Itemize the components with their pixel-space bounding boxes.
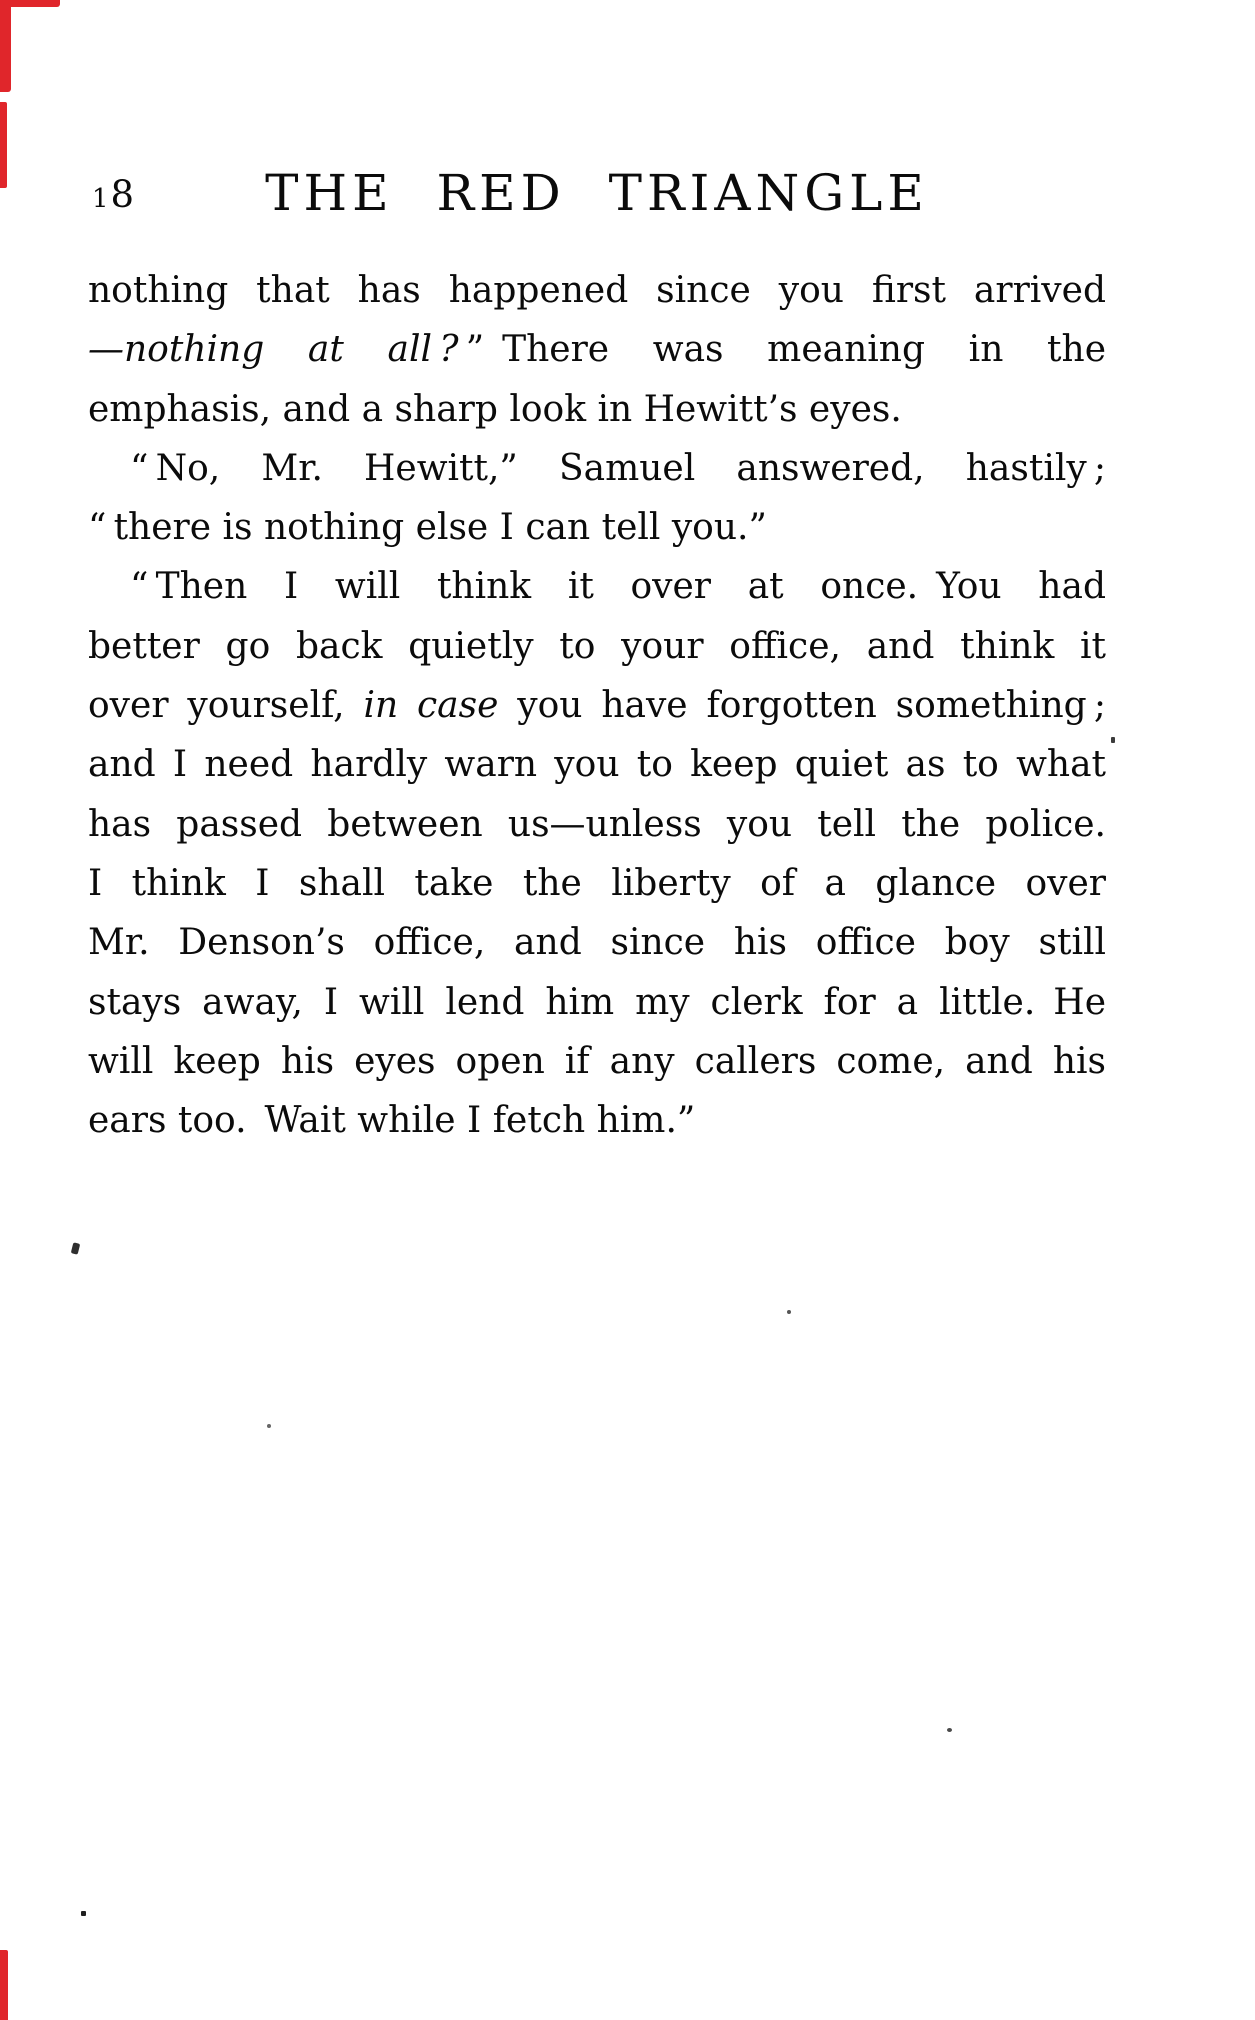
ink-speck xyxy=(71,1242,80,1254)
ink-speck xyxy=(267,1424,271,1428)
text-line: emphasis, and a sharp look in Hewitt’s eyes. xyxy=(88,388,902,430)
text-line: Mr. Denson’s office, and since his office boy still xyxy=(88,922,1106,964)
italic-phrase: —nothing at all ? xyxy=(88,329,459,371)
text-line: “ No, Mr. Hewitt,” Samuel answered, hastily ; xyxy=(130,447,1106,489)
text-line: will keep his eyes open if any callers come, and his xyxy=(88,1040,1106,1082)
page-number: 18 xyxy=(92,173,137,216)
text-line: better go back quietly to your office, and think it xyxy=(88,625,1106,667)
text-line xyxy=(88,676,1106,735)
ink-speck xyxy=(1111,737,1115,743)
running-title: THE RED TRIANGLE xyxy=(265,164,929,222)
scan-artifact-red-left-bottom xyxy=(0,1950,8,2020)
italic-phrase: in case xyxy=(363,685,499,727)
text-line: and I need hardly warn you to keep quiet as to what xyxy=(88,744,1106,786)
text-line: “ Then I will think it over at once. You had xyxy=(130,566,1106,608)
text-line: “ there is nothing else I can tell you.” xyxy=(88,507,767,549)
text-line: has passed between us—unless you tell the police. xyxy=(88,803,1106,845)
text-segment: you have forgotten something ; xyxy=(498,685,1106,727)
scan-artifact-red-left-top xyxy=(0,0,11,92)
ink-speck xyxy=(947,1728,952,1732)
ink-speck xyxy=(787,1310,791,1314)
text-line: stays away, I will lend him my clerk for a little. He xyxy=(88,981,1106,1023)
text-line xyxy=(88,320,1106,379)
body-text xyxy=(88,261,1106,1150)
page-header xyxy=(88,163,1106,223)
text-line: nothing that has happened since you first arrived xyxy=(88,270,1106,311)
text-line: ears too. Wait while I fetch him.” xyxy=(88,1100,696,1142)
text-segment: over yourself, xyxy=(88,685,364,727)
scan-artifact-red-top-edge xyxy=(10,0,60,7)
text-segment: ” There was meaning in the xyxy=(458,329,1106,371)
text-line: I think I shall take the liberty of a glance over xyxy=(88,862,1106,904)
ink-speck xyxy=(81,1911,86,1916)
scan-artifact-red-left-upper xyxy=(0,102,7,188)
